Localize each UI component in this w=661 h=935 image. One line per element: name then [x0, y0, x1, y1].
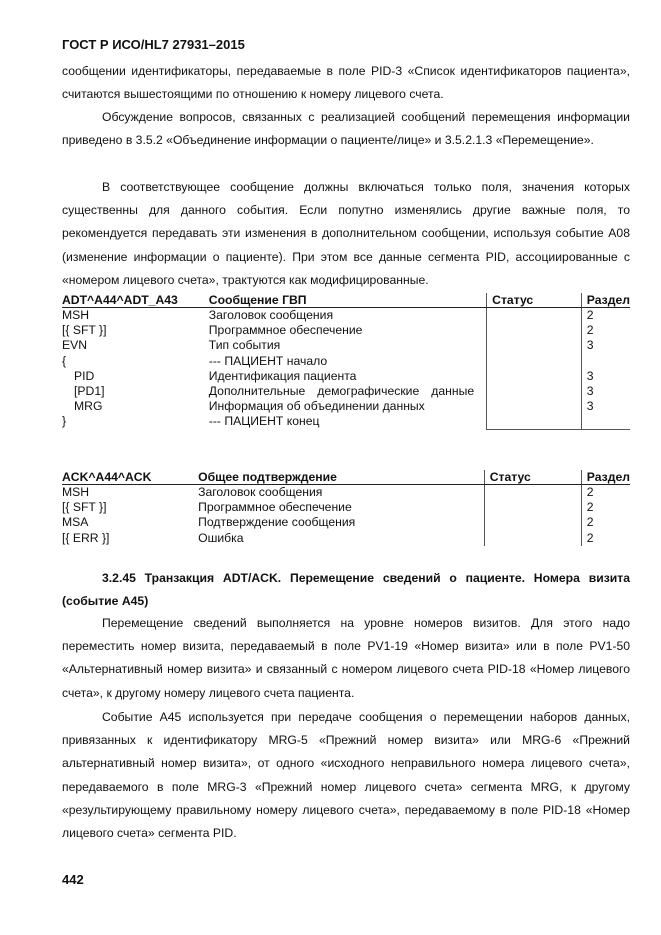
table-row [62, 354, 630, 369]
section-cell: 2 [581, 308, 630, 324]
description-cell: --- ПАЦИЕНТ конец [208, 414, 320, 429]
message-structure-table-adt-a44 [62, 293, 630, 430]
section-cell: 3 [581, 384, 630, 399]
table-row [62, 414, 630, 429]
table2-header-description: Общее подтверждение [198, 470, 484, 485]
table2-header-message: ACK^A44^ACK [62, 470, 198, 485]
table-row [62, 399, 630, 414]
table-row [62, 515, 630, 530]
section-heading [62, 567, 630, 613]
description-cell: Заголовок сообщения [198, 485, 323, 499]
description-cell: Подтверждение сообщения [198, 515, 356, 530]
status-cell [484, 531, 581, 546]
status-cell [487, 399, 582, 414]
segment-cell: PID [74, 368, 95, 383]
status-cell [487, 323, 582, 338]
status-cell [484, 485, 581, 501]
section-heading-text: 3.2.45 Транзакция ADT/ACK. Перемещение сведений о пациенте. Номера визита (событие A45) [62, 571, 630, 609]
status-cell [487, 384, 582, 399]
paragraph-3: В соответствующее сообщение должны включаться только поля, значения которых существенны для данного события. Если попутно изменялись другие важные поля, то рекомендуется передавать эти изменения в дополнительном сообщении, используя событие A08 (изменение информации о пациенте). При этом все данные сегмента PID, ассоциированные с «номером лицевого счета», трактуются как модифицированные. [62, 180, 630, 287]
description-cell: Ошибка [198, 530, 244, 545]
table1-header-description: Сообщение ГВП [209, 293, 487, 308]
segment-cell: } [62, 414, 67, 429]
table-row [62, 369, 630, 384]
status-cell [487, 414, 582, 429]
description-cell: Информация об объединении данных [208, 399, 425, 414]
description-cell: Идентификация пациента [208, 368, 357, 383]
table1-header-section: Раздел [581, 293, 630, 308]
section-cell: 2 [581, 323, 630, 338]
section-cell: 3 [581, 369, 630, 384]
segment-cell: MSH [62, 308, 90, 322]
section-cell [581, 414, 630, 429]
paragraph-2: Обсуждение вопросов, связанных с реализацией сообщений перемещения информации приведено в 3.5.2 «Объединение информации о пациенте/лице» и 3.5.2.1.3 «Перемещение». [62, 110, 630, 148]
segment-cell: MSA [62, 515, 89, 530]
section-cell: 2 [581, 515, 630, 530]
status-cell [487, 369, 582, 384]
table-row [62, 384, 630, 399]
description-cell: Программное обеспечение [208, 323, 363, 338]
status-cell [487, 338, 582, 353]
status-cell [484, 500, 581, 515]
status-cell [487, 354, 582, 369]
segment-cell: MSH [62, 485, 90, 499]
paragraph-1: сообщении идентификаторы, передаваемые в поле PID-3 «Список идентификаторов пациента», считаются вышестоящими по отношению к номеру лицевого счета. [62, 64, 630, 102]
table-row [62, 531, 630, 546]
segment-cell: EVN [62, 338, 88, 353]
page-number: 442 [62, 872, 84, 887]
section-cell: 2 [581, 485, 630, 501]
table-row [62, 500, 630, 515]
message-structure-table-ack-a44 [62, 470, 630, 546]
table2-header-status: Статус [484, 470, 581, 485]
section-cell: 2 [581, 531, 630, 546]
section-cell: 2 [581, 500, 630, 515]
description-cell: Программное обеспечение [198, 500, 352, 515]
paragraph-4: Перемещение сведений выполняется на уровне номеров визитов. Для этого надо переместить номер визита, передаваемый в поле PV1-19 «Номер визита» или в поле PV1-50 «Альтернативный номер визита» и связанный с номером лицевого счета PID-18 «Номер лицевого счета», к другому номеру лицевого счета пациента. [62, 616, 630, 700]
table-row [62, 308, 630, 324]
segment-cell: [{ SFT }] [62, 323, 107, 338]
section-cell [581, 354, 630, 369]
segment-cell: MRG [74, 399, 103, 414]
table-row [62, 338, 630, 353]
section-cell: 3 [581, 338, 630, 353]
table1-header-status: Статус [487, 293, 582, 308]
description-cell [209, 384, 487, 399]
status-cell [484, 515, 581, 530]
section-cell: 3 [581, 399, 630, 414]
status-cell [487, 308, 582, 324]
description-cell: Заголовок сообщения [208, 308, 334, 322]
document-header: ГОСТ Р ИСО/HL7 27931–2015 [62, 37, 245, 52]
segment-cell: [{ ERR }] [62, 530, 110, 545]
description-cell: --- ПАЦИЕНТ начало [208, 353, 328, 368]
table-row [62, 485, 630, 501]
paragraph-5: Событие A45 используется при передаче сообщения о перемещении наборов данных, привязанных к идентификатору MRG-5 «Прежний номер визита» или MRG-6 «Прежний альтернативный номер визита», от одного «исходного неправильного номера лицевого счета», передаваемого в поле MRG-3 «Прежний номер лицевого счета» сегмента MRG, к другому «результирующему правильному номеру лицевого счета», передаваемому в поле PID-18 «Номер лицевого счета» сегмента PID. [62, 710, 630, 841]
segment-cell: [{ SFT }] [62, 500, 107, 515]
table-row [62, 323, 630, 338]
description-cell: Тип события [208, 338, 281, 353]
table1-header-message: ADT^A44^ADT_A43 [62, 293, 209, 308]
table2-header-section: Раздел [581, 470, 630, 485]
description-text: Дополнительные демографические данные [208, 384, 475, 399]
segment-cell: { [62, 353, 67, 368]
segment-cell: [PD1] [74, 384, 105, 399]
